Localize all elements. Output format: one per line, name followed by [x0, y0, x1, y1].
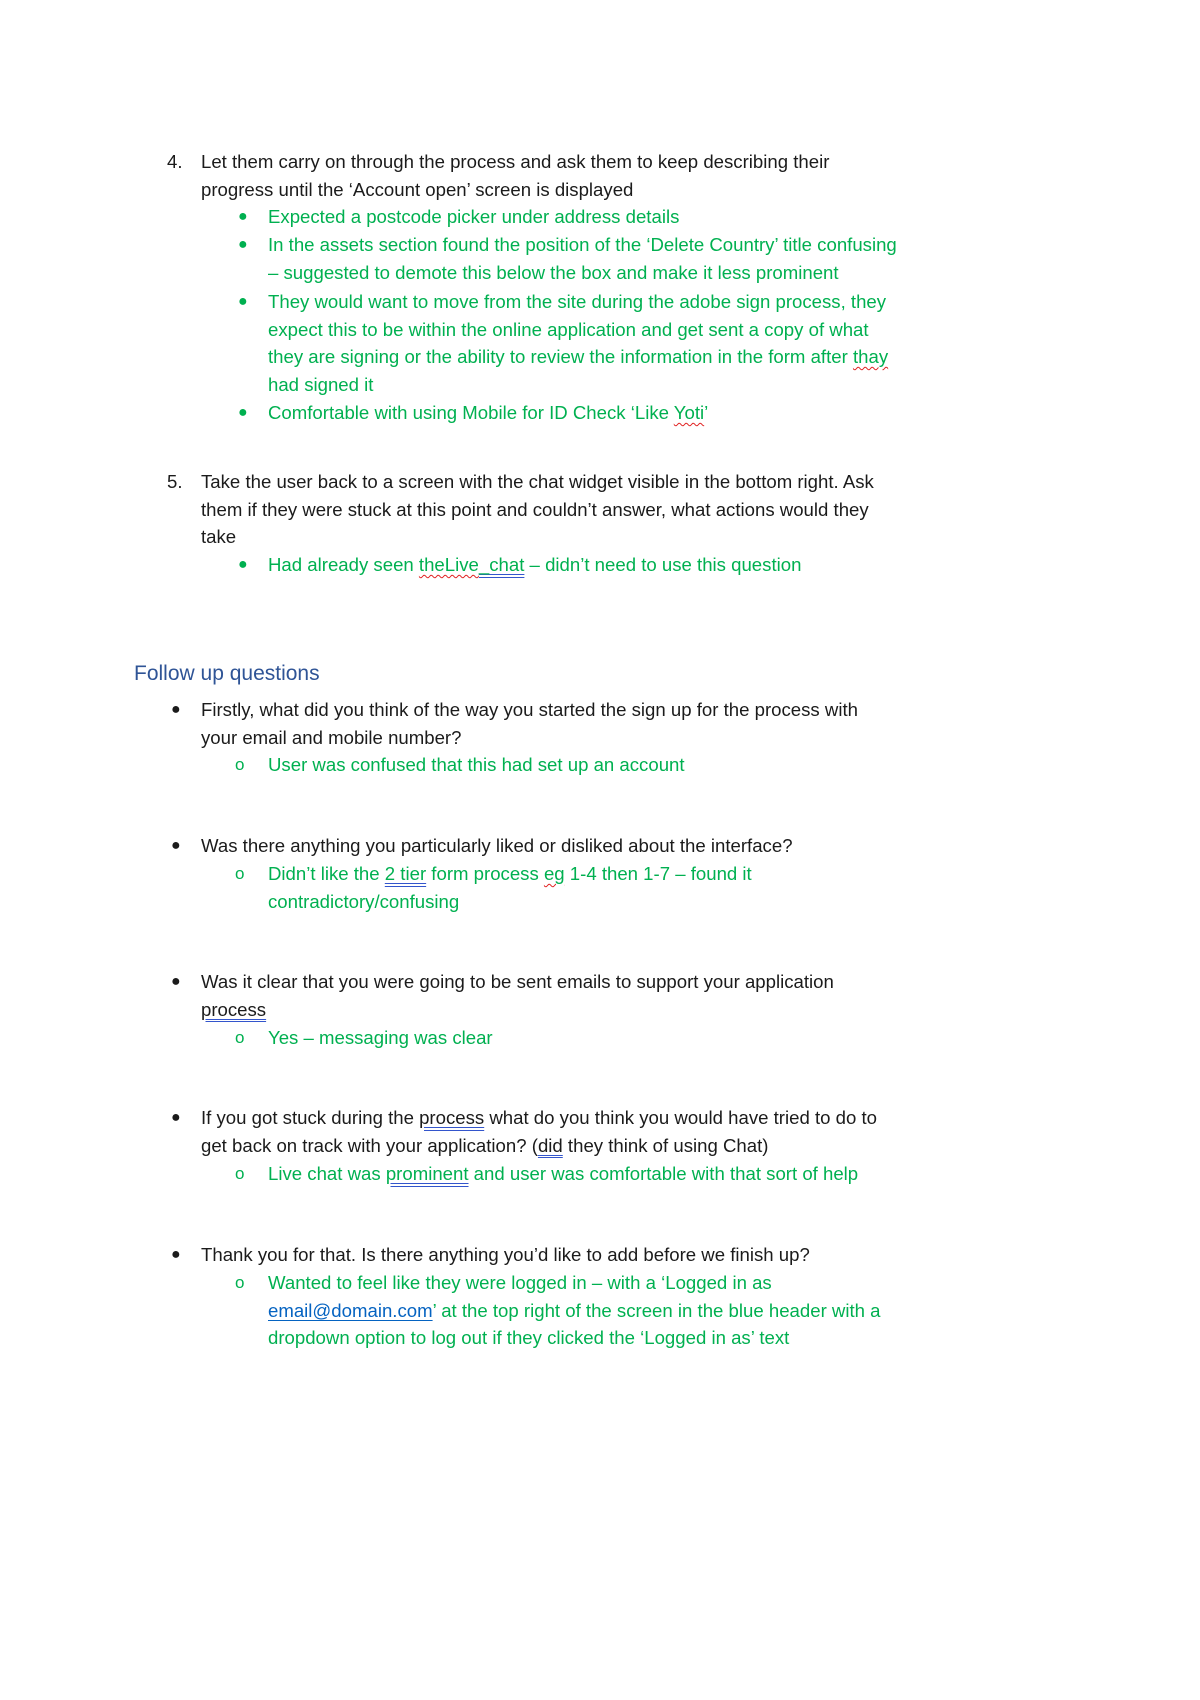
text-line	[268, 1160, 858, 1188]
text-line	[201, 176, 829, 204]
text-segment: your email and mobile number?	[201, 726, 462, 748]
text-segment: prominent	[385, 1163, 469, 1184]
text-segment: They would want to move from the site during the adobe sign process, they	[268, 291, 887, 312]
text-segment: Was there anything you particularly liked or disliked about the interface?	[201, 835, 793, 856]
text-segment: had signed it	[268, 373, 374, 395]
bullet-icon: ●	[171, 973, 181, 990]
bullet-icon: ●	[238, 404, 248, 421]
text-line	[201, 468, 874, 496]
text-segment: did	[537, 1134, 563, 1156]
bullet-icon: ●	[171, 701, 181, 718]
answer	[235, 751, 685, 779]
text-segment: Firstly, what did you think of the way you started the sign up for the process with	[201, 699, 858, 720]
step-number: 4.	[167, 151, 183, 172]
step-4	[167, 148, 830, 203]
bullet-icon: ●	[238, 236, 248, 253]
text-line	[201, 148, 829, 176]
question	[171, 1104, 877, 1159]
text-segment: they are signing or the ability to review the information in the form after	[268, 346, 853, 368]
question	[171, 696, 858, 751]
text-segment: Comfortable with using Mobile for ID Check ‘Like	[268, 402, 674, 423]
bullet-icon: ●	[238, 293, 248, 310]
text-segment: thay	[852, 346, 889, 368]
circle-bullet-icon: o	[235, 864, 245, 883]
text-line	[201, 496, 874, 524]
text-line	[268, 551, 801, 579]
text-line	[268, 203, 679, 231]
text-segment: User was confused that this had set up an account	[268, 754, 685, 775]
email-link[interactable]: email@domain.com	[268, 1299, 433, 1321]
text-line	[201, 1241, 810, 1269]
text-segment: dropdown option to log out if they clicked the ‘Logged in as’ text	[268, 1327, 790, 1349]
text-segment: them if they were stuck at this point and couldn’t answer, what actions would they	[201, 498, 869, 520]
text-segment: _chat	[478, 554, 525, 575]
step-5	[167, 468, 874, 551]
text-segment: ’ at the top right of the screen in the blue header with a	[432, 1299, 881, 1321]
text-line	[201, 1104, 877, 1132]
step-4-note	[238, 203, 680, 231]
text-line	[268, 399, 708, 427]
circle-bullet-icon: o	[235, 1028, 245, 1047]
text-line	[268, 888, 752, 916]
text-segment: Yoti	[673, 402, 705, 423]
text-segment: Didn’t like the	[268, 863, 385, 884]
bullet-icon: ●	[238, 208, 248, 225]
text-line	[268, 1269, 881, 1297]
text-segment: – didn’t need to use this question	[524, 554, 802, 575]
answer	[235, 860, 752, 915]
text-segment: eg	[543, 863, 565, 884]
text-line	[268, 231, 897, 259]
answer	[235, 1269, 881, 1352]
text-segment: Yes – messaging was clear	[268, 1027, 493, 1048]
text-line	[201, 696, 858, 724]
text-segment: form process	[426, 863, 544, 884]
text-line	[268, 259, 897, 287]
circle-bullet-icon: o	[235, 1273, 245, 1292]
step-4-note	[238, 399, 709, 427]
text-segment: Take the user back to a screen with the chat widget visible in the bottom right. Ask	[201, 471, 874, 492]
text-line	[201, 996, 834, 1024]
text-segment: and user was comfortable with that sort of help	[468, 1163, 859, 1184]
text-line	[268, 751, 685, 779]
question	[171, 968, 834, 1023]
text-line	[201, 523, 874, 551]
text-segment: process	[419, 1107, 485, 1128]
question	[171, 1241, 810, 1269]
text-segment: Thank you for that. Is there anything you’d like to add before we finish up?	[201, 1244, 810, 1265]
step-4-note	[238, 288, 889, 398]
text-line	[201, 724, 858, 752]
text-line	[201, 1132, 877, 1160]
text-line	[201, 968, 834, 996]
text-segment: get back on track with your application? (	[201, 1134, 538, 1156]
text-segment: take	[201, 526, 237, 548]
text-segment: contradictory/confusing	[268, 890, 460, 912]
bullet-icon: ●	[171, 1246, 181, 1263]
text-segment: they think of using Chat)	[562, 1134, 769, 1156]
text-line	[268, 288, 888, 316]
text-segment: – suggested to demote this below the box and make it less prominent	[268, 261, 839, 283]
text-line	[268, 1297, 881, 1325]
text-segment: Had already seen	[268, 554, 419, 575]
text-segment: theLive	[418, 554, 479, 575]
step-5-note	[238, 551, 802, 579]
text-segment: Live chat was	[268, 1163, 386, 1184]
bullet-icon: ●	[238, 556, 248, 573]
text-segment: 2 tier	[384, 863, 427, 884]
answer	[235, 1160, 859, 1188]
text-segment: Was it clear that you were going to be sent emails to support your application	[201, 971, 834, 992]
text-segment: In the assets section found the position of the ‘Delete Country’ title confusing	[268, 234, 897, 255]
text-segment: expect this to be within the online application and get sent a copy of what	[268, 318, 869, 340]
text-segment: 1-4 then 1-7 – found it	[564, 863, 752, 884]
text-line	[268, 371, 888, 399]
text-segment: If you got stuck during the	[201, 1107, 420, 1128]
text-segment: Expected a postcode picker under address details	[268, 206, 680, 227]
text-segment: what do you think you would have tried to do to	[484, 1107, 877, 1128]
question	[171, 832, 793, 860]
answer	[235, 1024, 493, 1052]
text-segment: process	[201, 998, 267, 1020]
text-segment: Let them carry on through the process and ask them to keep describing their	[201, 151, 830, 172]
text-segment: ’	[704, 402, 709, 423]
text-line	[268, 1024, 493, 1052]
text-line	[268, 343, 888, 371]
text-segment: Wanted to feel like they were logged in – with a ‘Logged in as	[268, 1272, 772, 1293]
section-heading: Follow up questions	[134, 662, 320, 685]
step-4-note	[238, 231, 897, 286]
text-line	[268, 316, 888, 344]
step-number: 5.	[167, 471, 183, 492]
text-line	[201, 832, 793, 860]
bullet-icon: ●	[171, 1109, 181, 1126]
text-segment: progress until the ‘Account open’ screen is displayed	[201, 178, 634, 200]
bullet-icon: ●	[171, 837, 181, 854]
circle-bullet-icon: o	[235, 755, 245, 774]
circle-bullet-icon: o	[235, 1164, 245, 1183]
text-line	[268, 1324, 881, 1352]
text-line	[268, 860, 752, 888]
